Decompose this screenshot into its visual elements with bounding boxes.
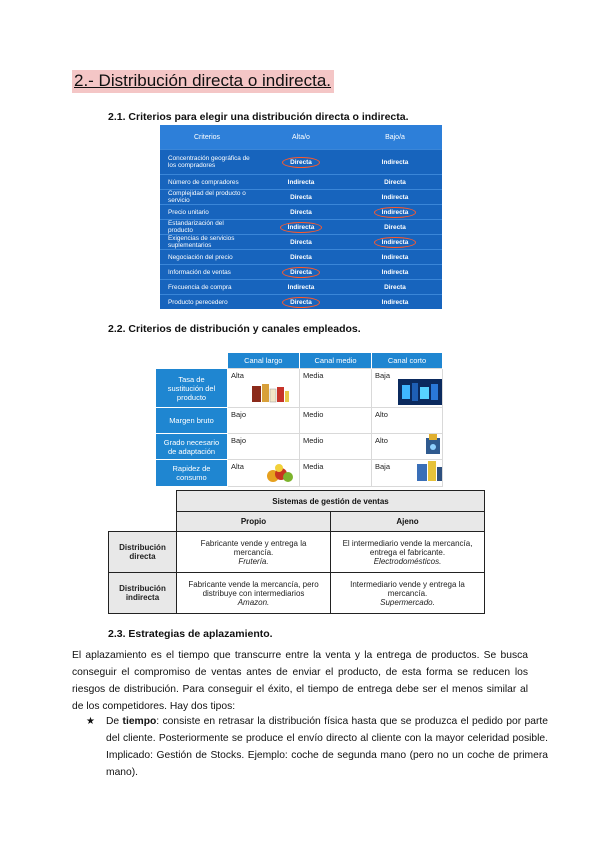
- medio-value: Media: [303, 371, 324, 380]
- ajeno-text: Intermediario vende y entrega la mercancía.: [350, 579, 465, 598]
- ajeno-example: Electrodomésticos.: [373, 556, 442, 566]
- criterion-cell: Negociación del precio: [160, 250, 254, 265]
- blank-header: [156, 353, 228, 369]
- channels-table: [155, 353, 443, 487]
- criteria-header: Criterios: [160, 125, 254, 150]
- medio-cell: [300, 369, 372, 408]
- table-row: [109, 573, 485, 614]
- largo-cell: Bajo: [228, 408, 300, 434]
- table-row: [160, 235, 442, 250]
- baja-cell: Indirecta: [348, 190, 442, 205]
- baja-cell: Indirecta: [348, 250, 442, 265]
- alta-cell: [254, 150, 348, 175]
- row-label: Grado necesario de adaptación: [156, 434, 228, 460]
- canal-largo-header: Canal largo: [228, 353, 300, 369]
- bullet-term: tiempo: [122, 716, 157, 727]
- table-row: [160, 150, 442, 175]
- criterion-cell: Complejidad del producto o servicio: [160, 190, 254, 205]
- corto-value: Baja: [375, 371, 391, 380]
- circled-value: Indirecta: [374, 207, 417, 218]
- sales-systems-table: [108, 490, 485, 614]
- propio-example: Amazon.: [237, 597, 270, 607]
- alta-cell: Directa: [254, 205, 348, 220]
- circled-value: Indirecta: [374, 237, 417, 248]
- row-label: Tasa de sustitución del producto: [156, 369, 228, 408]
- machine-icon: [424, 434, 442, 456]
- corto-value: Baja: [375, 462, 391, 471]
- criterion-cell: Estandarización del producto: [160, 220, 254, 235]
- table-row: [160, 190, 442, 205]
- baja-cell: Directa: [348, 175, 442, 190]
- ajeno-cell: [331, 573, 485, 614]
- baja-cell: Directa: [348, 280, 442, 295]
- sales-systems-title-row: [109, 491, 485, 512]
- section-2-title: 2.2. Criterios de distribución y canales empleados.: [108, 323, 361, 335]
- criteria-table: [160, 125, 442, 309]
- blank-header: [109, 512, 177, 532]
- criterion-cell: Frecuencia de compra: [160, 280, 254, 295]
- corto-cell: [372, 369, 443, 408]
- baja-cell: Directa: [348, 220, 442, 235]
- propio-example: Frutería.: [238, 556, 269, 566]
- largo-cell: [228, 460, 300, 487]
- canal-corto-header: Canal corto: [372, 353, 443, 369]
- propio-text: Fabricante vende la mercancía, pero distribuye con intermediarios: [188, 579, 319, 598]
- bullet-text: : consiste en retrasar la distribución física hasta que se produzca el pedido por parte del cliente. Posteriormente se produce el envío directo al cliente con la mayor celeridad posible. Implicado: Gestión de Stocks. Ejemplo: coche de segunda mano (pero no un coche de primera mano).: [106, 716, 548, 778]
- star-bullet-icon: ★: [86, 716, 95, 727]
- appliances-icon: [416, 458, 442, 482]
- baja-cell: Indirecta: [348, 295, 442, 310]
- table-row: [156, 369, 443, 408]
- alta-cell: Indirecta: [254, 175, 348, 190]
- table-row: [160, 205, 442, 220]
- blank-header: [109, 491, 177, 512]
- circled-value: Directa: [282, 267, 320, 278]
- main-title: 2.- Distribución directa o indirecta.: [72, 70, 334, 93]
- section-1-title: 2.1. Criterios para elegir una distribución directa o indirecta.: [108, 111, 409, 123]
- table-row: [160, 250, 442, 265]
- row-label: Margen bruto: [156, 408, 228, 434]
- criterion-cell: Exigencias de servicios suplementarios: [160, 235, 254, 250]
- bullet-prefix: De: [106, 716, 123, 727]
- row-label: Distribución indirecta: [109, 573, 177, 614]
- baja-cell: [348, 205, 442, 220]
- propio-text: Fabricante vende y entrega la mercancía.: [200, 538, 307, 557]
- ajeno-example: Supermercado.: [380, 597, 435, 607]
- largo-value: Alta: [231, 371, 244, 380]
- baja-cell: [348, 235, 442, 250]
- table-row: [109, 532, 485, 573]
- baja-cell: Indirecta: [348, 265, 442, 280]
- alta-cell: [254, 220, 348, 235]
- sales-systems-title: Sistemas de gestión de ventas: [177, 491, 485, 512]
- criterion-cell: Información de ventas: [160, 265, 254, 280]
- grocery-products-icon: [248, 382, 290, 404]
- canal-medio-header: Canal medio: [300, 353, 372, 369]
- table-row: [160, 220, 442, 235]
- propio-cell: [177, 573, 331, 614]
- corto-cell: [372, 460, 443, 487]
- table-row: [160, 265, 442, 280]
- row-label: Distribución directa: [109, 532, 177, 573]
- alta-cell: Directa: [254, 190, 348, 205]
- baja-cell: Indirecta: [348, 150, 442, 175]
- circled-value: Directa: [282, 157, 320, 168]
- criterion-cell: Concentración geográfica de los compradores: [160, 150, 254, 175]
- propio-header: Propio: [177, 512, 331, 532]
- alta-header: Alta/o: [254, 125, 348, 150]
- corto-cell: [372, 434, 443, 460]
- channels-header-row: [156, 353, 443, 369]
- alta-cell: [254, 295, 348, 310]
- corto-value: Alto: [375, 436, 388, 445]
- criterion-cell: Número de compradores: [160, 175, 254, 190]
- criterion-cell: Precio unitario: [160, 205, 254, 220]
- alta-cell: [254, 265, 348, 280]
- sales-systems-header-row: [109, 512, 485, 532]
- electronics-store-icon: [398, 379, 442, 405]
- bullet-item: [86, 713, 548, 781]
- section-3-title: 2.3. Estrategias de aplazamiento.: [108, 628, 273, 640]
- table-row: [156, 460, 443, 487]
- fruits-icon: [266, 462, 294, 484]
- table-row: [160, 295, 442, 310]
- row-label: Rapidez de consumo: [156, 460, 228, 487]
- criterion-cell: Producto perecedero: [160, 295, 254, 310]
- circled-value: Indirecta: [280, 222, 323, 233]
- ajeno-cell: [331, 532, 485, 573]
- ajeno-text: El intermediario vende la mercancía, entrega el fabricante.: [342, 538, 473, 557]
- table-row: [156, 408, 443, 434]
- medio-cell: Media: [300, 460, 372, 487]
- largo-cell: Bajo: [228, 434, 300, 460]
- alta-cell: Indirecta: [254, 280, 348, 295]
- intro-paragraph: El aplazamiento es el tiempo que transcurre entre la venta y la entrega de productos. Se busca conseguir el compromiso de ventas antes de enviar el producto, de esta forma se reducen los riesgos de distribución. Para conseguir el éxito, el tiempo de entrega debe ser el menos similar al de los competidores. Hay dos tipos:: [72, 650, 528, 712]
- circled-value: Directa: [282, 297, 320, 308]
- table-row: [160, 175, 442, 190]
- table-row: [160, 280, 442, 295]
- largo-cell: [228, 369, 300, 408]
- propio-cell: [177, 532, 331, 573]
- criteria-header-row: [160, 125, 442, 150]
- alta-cell: Directa: [254, 250, 348, 265]
- table-row: [156, 434, 443, 460]
- largo-value: Alta: [231, 462, 244, 471]
- medio-cell: Medio: [300, 434, 372, 460]
- corto-cell: Alto: [372, 408, 443, 434]
- baja-header: Bajo/a: [348, 125, 442, 150]
- alta-cell: Directa: [254, 235, 348, 250]
- ajeno-header: Ajeno: [331, 512, 485, 532]
- medio-cell: Medio: [300, 408, 372, 434]
